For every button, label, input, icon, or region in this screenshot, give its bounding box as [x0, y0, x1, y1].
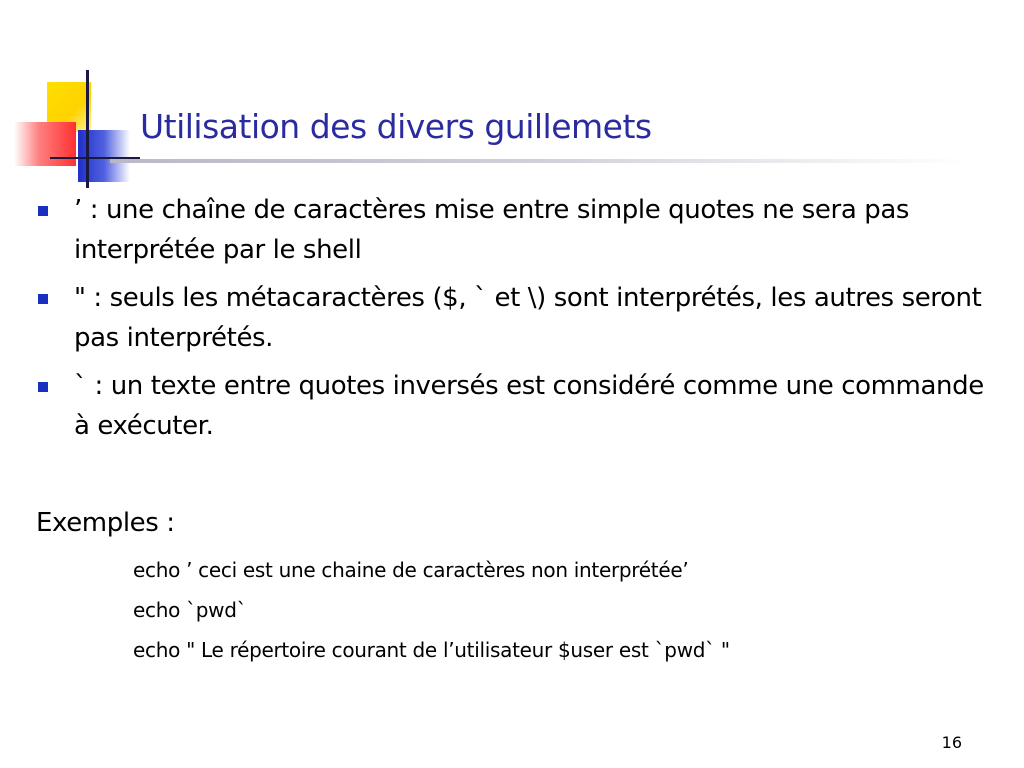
bullet-square-icon	[38, 294, 48, 304]
bullet-square-icon	[38, 206, 48, 216]
page-number: 16	[941, 733, 962, 752]
examples-label: Exemples :	[36, 508, 175, 538]
logo-red-square	[14, 122, 76, 166]
example-line: echo `pwd`	[133, 598, 247, 622]
bullet-text: " : seuls les métacaractères ($, ` et \) sont interprétés, les autres seront pas interprétés.	[74, 283, 982, 353]
bullet-text: ’ : une chaîne de caractères mise entre simple quotes ne sera pas interprétée par le shell	[74, 195, 909, 265]
bullet-text: ` : un texte entre quotes inversés est considéré comme une commande à exécuter.	[74, 371, 984, 441]
slide-title: Utilisation des divers guillemets	[140, 107, 652, 146]
example-line: echo ’ ceci est une chaine de caractères non interprétée’	[133, 558, 689, 582]
slide-logo-decoration	[0, 0, 150, 200]
bullet-square-icon	[38, 382, 48, 392]
title-underline	[110, 159, 970, 163]
logo-vertical-line	[86, 70, 89, 188]
example-line: echo " Le répertoire courant de l’utilisateur $user est `pwd` "	[133, 638, 730, 662]
